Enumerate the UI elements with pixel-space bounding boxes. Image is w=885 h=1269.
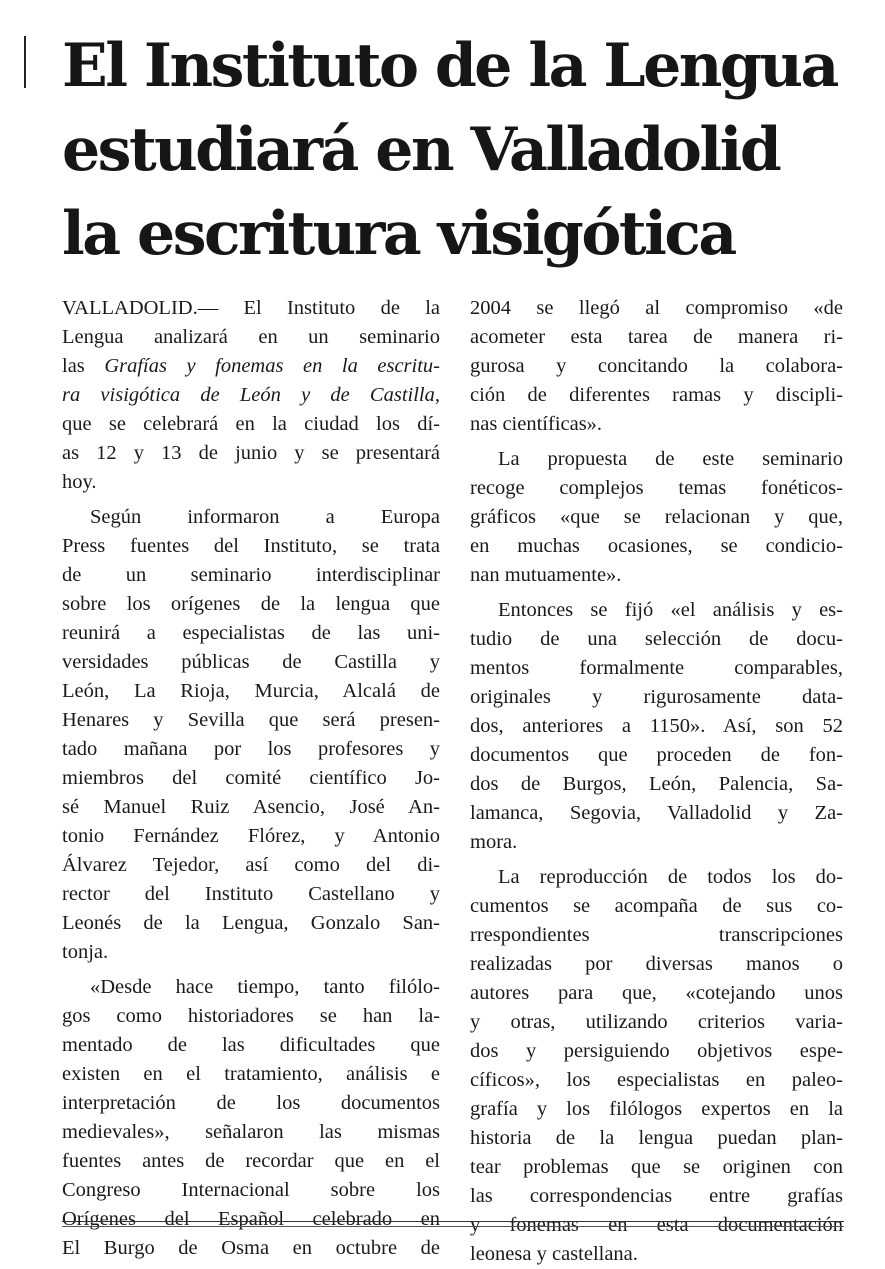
article-column-right (470, 294, 843, 1269)
text-line: historia de la lengua puedan plan- (470, 1127, 843, 1149)
text-line: rector del Instituto Castellano y (62, 883, 440, 905)
text-line: reunirá a especialistas de las uni- (62, 622, 440, 644)
margin-mark (24, 36, 26, 88)
text-line: y otras, utilizando criterios varia- (470, 1011, 843, 1033)
text-line: Leonés de la Lengua, Gonzalo San- (62, 912, 440, 934)
text-line: dos, anteriores a 1150». Así, son 52 (470, 715, 843, 737)
text-fragment: las (62, 355, 105, 377)
text-fragment: , (434, 384, 440, 406)
text-line: dos de Burgos, León, Palencia, Sa- (470, 773, 843, 795)
text-line: gos como historiadores se han la- (62, 1005, 440, 1027)
text-line: mentado de las dificultades que (62, 1034, 440, 1056)
text-line: originales y rigurosamente data- (470, 686, 843, 708)
text-line: de un seminario interdisciplinar (62, 564, 440, 586)
text-line: El Burgo de Osma en octubre de (62, 1237, 440, 1259)
text-line: mora. (470, 831, 518, 853)
text-line: gráficos «que se relacionan y que, (470, 506, 843, 528)
text-line: La reproducción de todos los do- (498, 866, 843, 888)
text-line: realizadas por diversas manos o (470, 953, 843, 975)
text-line: Álvarez Tejedor, así como del di- (62, 854, 440, 876)
text-line: tudio de una selección de docu- (470, 628, 843, 650)
text-line: 2004 se llegó al compromiso «de (470, 297, 843, 319)
text-line: La propuesta de este seminario (498, 448, 843, 470)
text-line: tonja. (62, 941, 109, 963)
text-line: sé Manuel Ruiz Asencio, José An- (62, 796, 440, 818)
text-line: que se celebrará en la ciudad los dí- (62, 413, 440, 435)
text-line: documentos que proceden de fon- (470, 744, 843, 766)
text-line: cumentos se acompaña de sus co- (470, 895, 843, 917)
seminar-title-italic: Grafías y fonemas en la escritu- (104, 355, 440, 377)
text-line: las correspondencias entre grafías (470, 1185, 843, 1207)
text-line: fuentes antes de recordar que en el (62, 1150, 440, 1172)
text-line: grafía y los filólogos expertos en la (470, 1098, 843, 1120)
text-line: recoge complejos temas fonéticos- (470, 477, 843, 499)
text-line: hoy. (62, 471, 97, 493)
text-line: VALLADOLID.— El Instituto de la (62, 297, 440, 319)
text-line: Press fuentes del Instituto, se trata (62, 535, 440, 557)
text-line: interpretación de los documentos (62, 1092, 440, 1114)
headline (62, 24, 862, 276)
text-line: Congreso Internacional sobre los (62, 1179, 440, 1201)
text-line: leonesa y castellana. (470, 1243, 638, 1265)
text-line-with-title (62, 381, 440, 410)
text-line: autores para que, «cotejando unos (470, 982, 843, 1004)
headline-line: la escritura visigótica (62, 199, 735, 269)
text-line: Entonces se fijó «el análisis y es- (498, 599, 843, 621)
text-line: Lengua analizará en un seminario (62, 326, 440, 348)
text-line: tonio Fernández Flórez, y Antonio (62, 825, 440, 847)
seminar-title-italic: ra visigótica de León y de Castilla (62, 384, 435, 406)
text-line: acometer esta tarea de manera ri- (470, 326, 843, 348)
text-line: dos y persiguiendo objetivos espe- (470, 1040, 843, 1062)
text-line: León, La Rioja, Murcia, Alcalá de (62, 680, 440, 702)
text-line: versidades públicas de Castilla y (62, 651, 440, 673)
bottom-rule (62, 1221, 844, 1222)
text-line: gurosa y concitando la colabora- (470, 355, 843, 377)
text-line: tear problemas que se originen con (470, 1156, 843, 1178)
text-line: sobre los orígenes de la lengua que (62, 593, 440, 615)
text-line: Según informaron a Europa (90, 506, 440, 528)
headline-line: El Instituto de la Lengua (62, 31, 837, 101)
text-line: miembros del comité científico Jo- (62, 767, 440, 789)
text-line-with-title (62, 352, 440, 381)
text-line: nan mutuamente». (470, 564, 622, 586)
text-line: nas científicas». (470, 413, 603, 435)
text-line: lamanca, Segovia, Valladolid y Za- (470, 802, 843, 824)
text-line: medievales», señalaron las mismas (62, 1121, 440, 1143)
text-line: ción de diferentes ramas y discipli- (470, 384, 843, 406)
text-line: cíficos», los especialistas en paleo- (470, 1069, 843, 1091)
text-line: en muchas ocasiones, se condicio- (470, 535, 843, 557)
text-line: existen en el tratamiento, análisis e (62, 1063, 440, 1085)
text-line: y fonemas en esta documentación (470, 1214, 843, 1236)
article-column-left (62, 294, 440, 1263)
text-line: as 12 y 13 de junio y se presentará (62, 442, 440, 464)
text-line: mentos formalmente comparables, (470, 657, 843, 679)
headline-line: estudiará en Valladolid (62, 115, 780, 185)
text-line: rrespondientes transcripciones (470, 924, 843, 946)
text-line: «Desde hace tiempo, tanto filólo- (90, 976, 440, 998)
text-line: Henares y Sevilla que será presen- (62, 709, 440, 731)
text-line: tado mañana por los profesores y (62, 738, 440, 760)
text-line: Orígenes del Español celebrado en (62, 1208, 440, 1230)
bottom-rule (62, 1226, 844, 1227)
